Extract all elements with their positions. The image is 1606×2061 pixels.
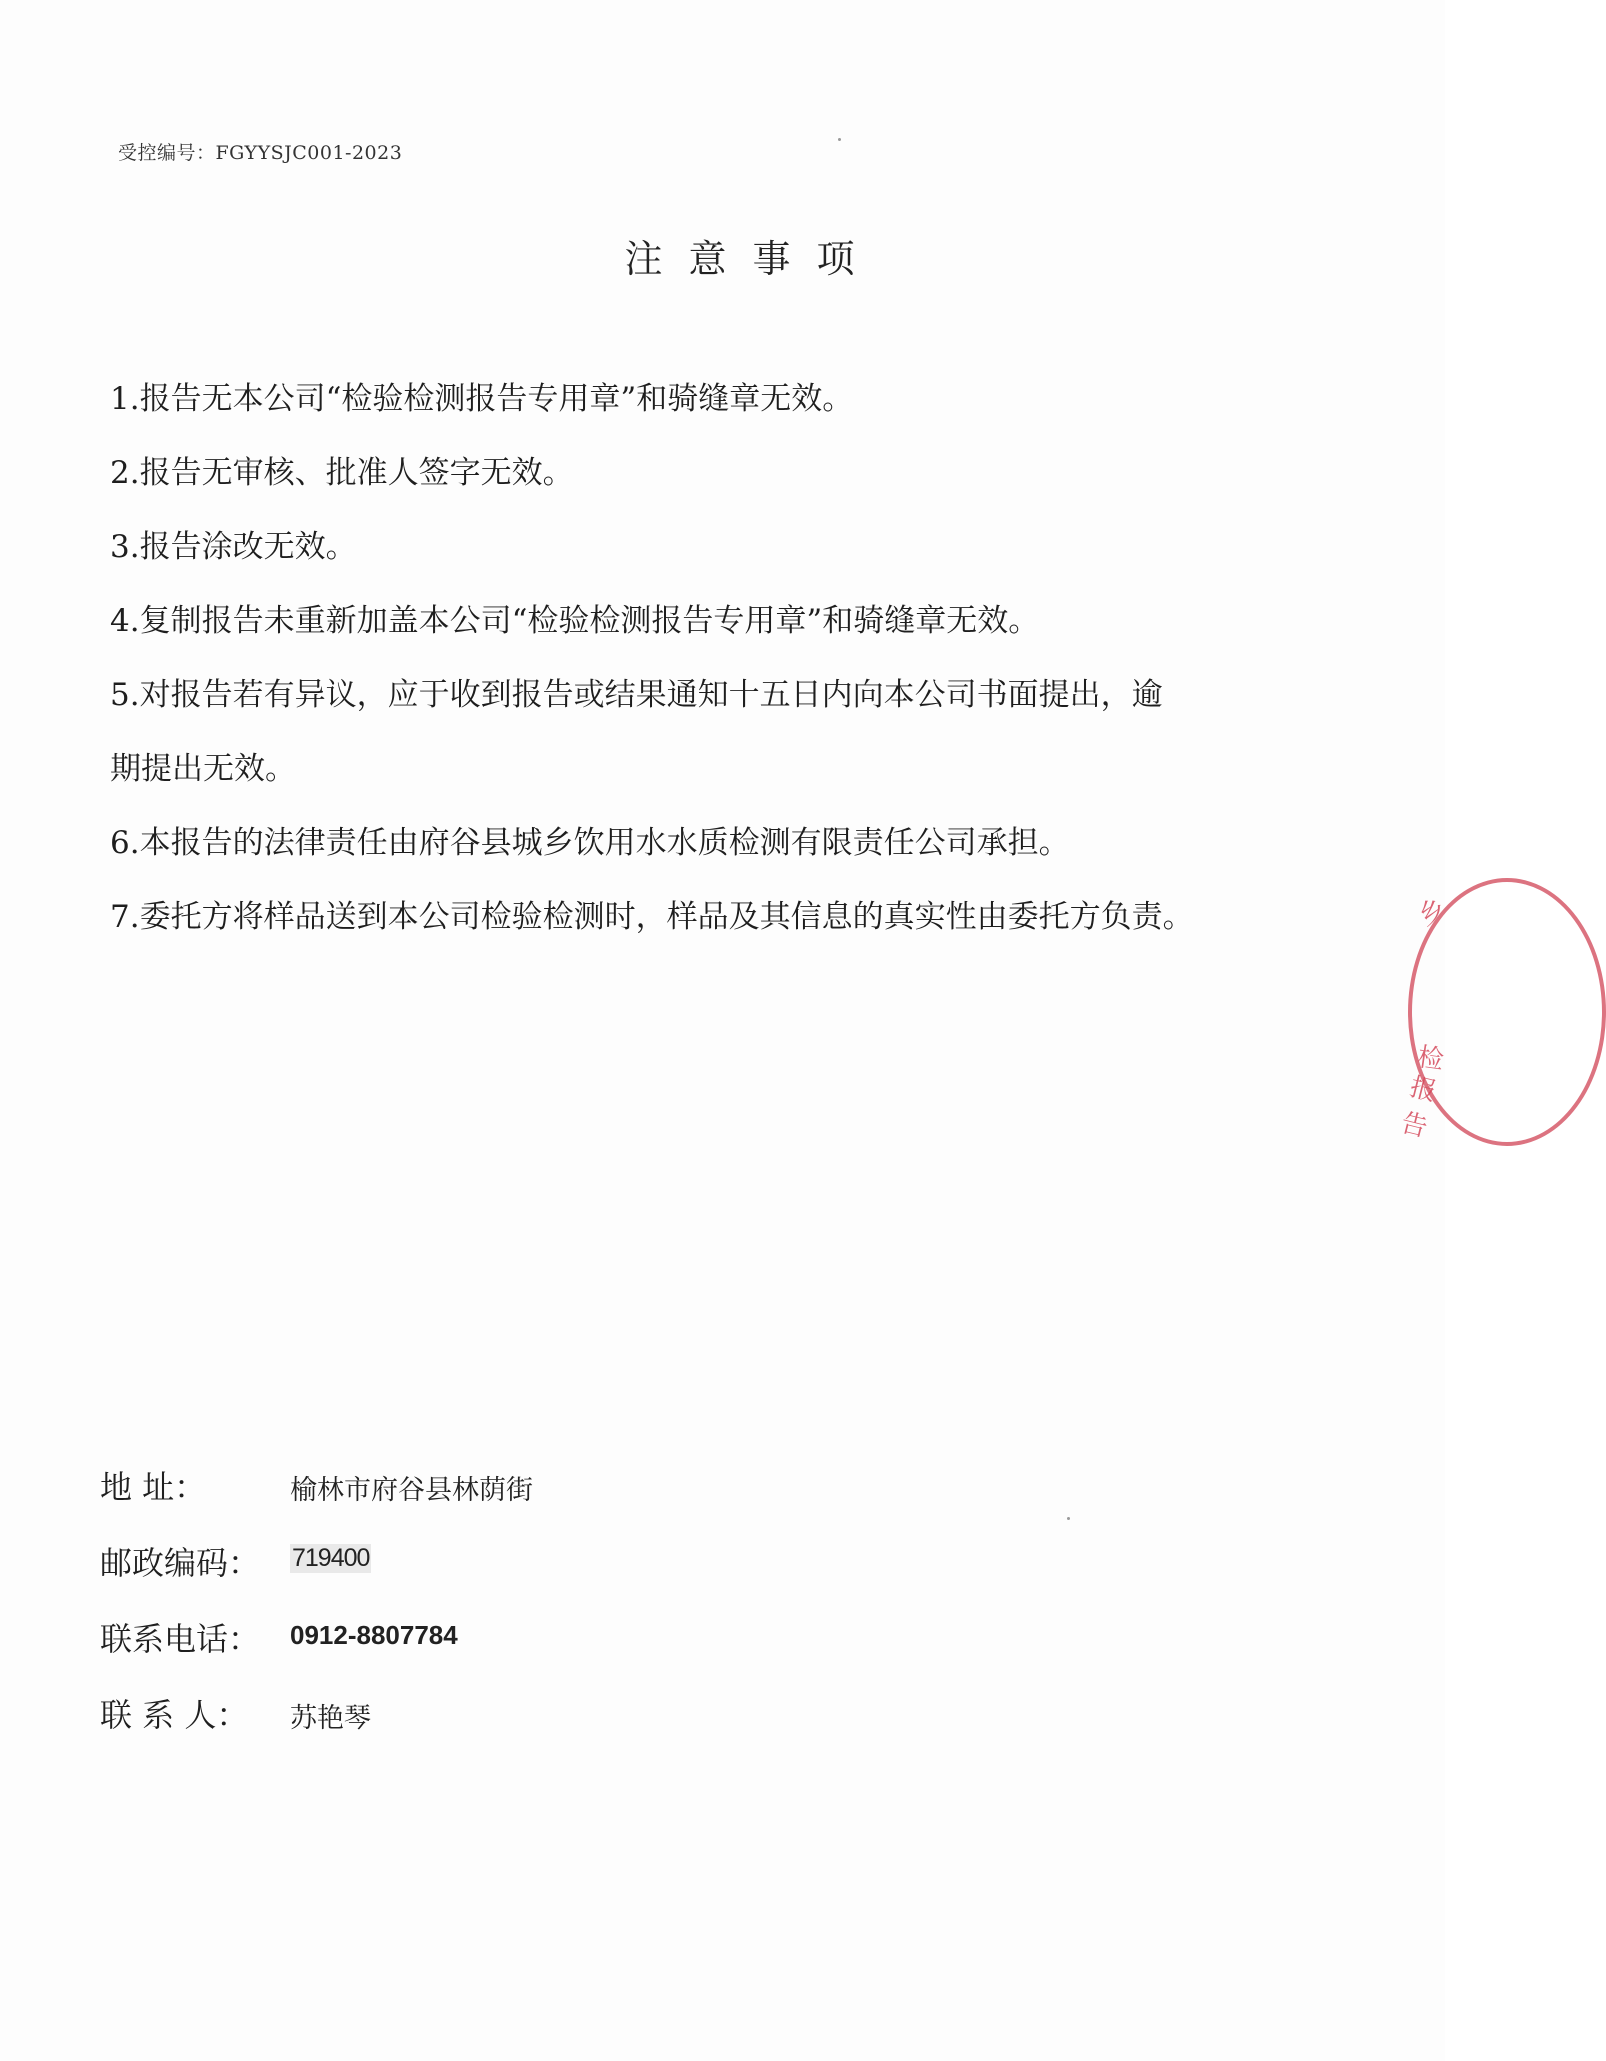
seal-text-bottom: 报告	[1397, 1072, 1440, 1144]
address-value: 榆林市府谷县林荫街	[290, 1475, 533, 1506]
notice-item-7: 7.委托方将样品送到本公司检验检测时，样品及其信息的真实性由委托方负责。	[110, 899, 1194, 935]
person-label: 联 系 人：	[100, 1696, 249, 1734]
notice-item-5-continued: 期提出无效。	[110, 751, 296, 787]
postcode-value: 719400	[292, 1544, 370, 1572]
seal-text-top: 乡	[1413, 893, 1452, 933]
notice-item-4: 4.复制报告未重新加盖本公司“检验检测报告专用章”和骑缝章无效。	[110, 603, 1040, 639]
page-title: 注意事项	[624, 237, 881, 281]
scan-speck	[1067, 1517, 1070, 1520]
notice-list	[110, 378, 1310, 970]
notice-item-3: 3.报告涂改无效。	[110, 529, 357, 565]
person-value: 苏艳琴	[290, 1703, 371, 1734]
scan-speck	[838, 138, 841, 141]
notice-item-6: 6.本报告的法律责任由府谷县城乡饮用水水质检测有限责任公司承担。	[110, 825, 1070, 861]
phone-label: 联系电话：	[100, 1620, 261, 1658]
seal-text-mid: 检	[1415, 1042, 1446, 1076]
address-label: 地 址：	[100, 1468, 207, 1506]
notice-item-2: 2.报告无审核、批准人签字无效。	[110, 455, 574, 491]
notice-item-5: 5.对报告若有异议，应于收到报告或结果通知十五日内向本公司书面提出，逾	[110, 677, 1163, 713]
phone-value: 0912-8807784	[290, 1620, 458, 1650]
notice-item-1: 1.报告无本公司“检验检测报告专用章”和骑缝章无效。	[110, 381, 854, 417]
control-number: 受控编号：FGYYSJC001-2023	[118, 142, 403, 164]
postcode-label: 邮政编码：	[100, 1544, 261, 1582]
